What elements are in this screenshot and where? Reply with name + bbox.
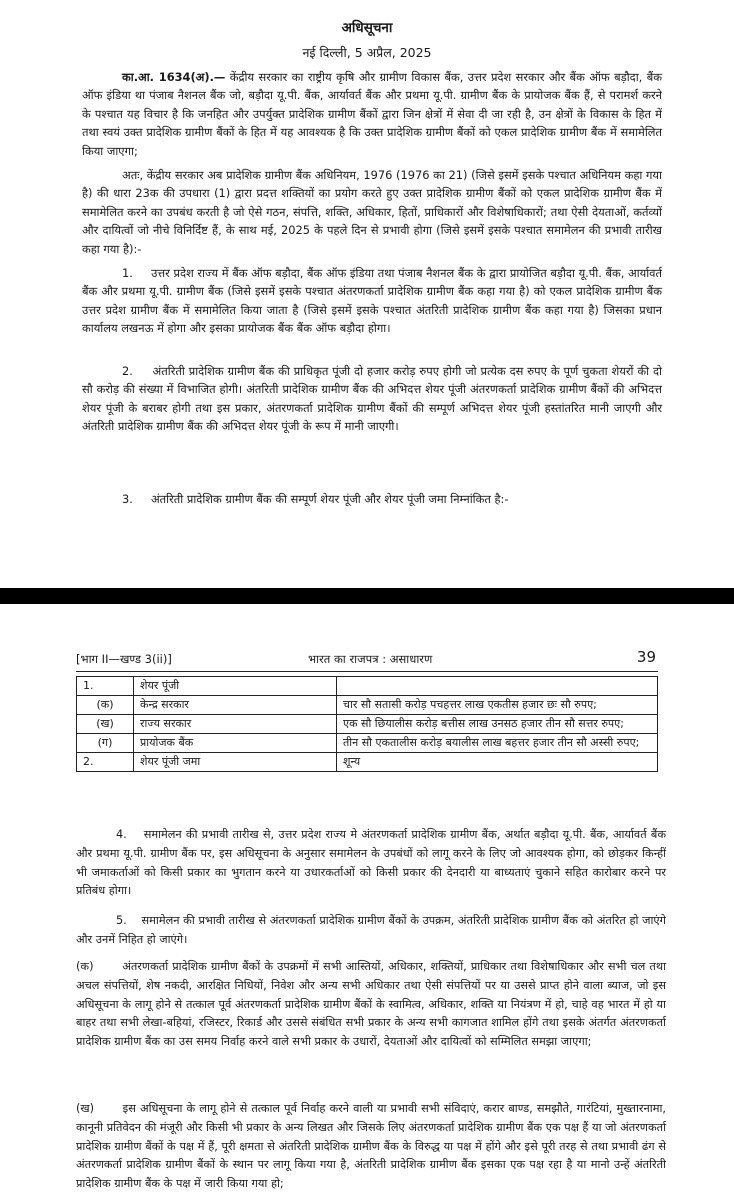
table-cell-number: (क) — [77, 696, 134, 715]
running-header — [76, 648, 656, 670]
preamble-text: केंद्रीय सरकार का राष्ट्रीय कृषि और ग्रामीण विकास बैंक, उत्तर प्रदेश सरकार और बैंक ऑफ बड़ौदा, बैंक ऑफ इंडिया था पंजाब नैशनल बैंक जो, बड़ौदा यू.पी. बैंक, आर्यावर्त बैंक और प्रथमा यू.पी. ग्रामीण बैंक के प्रायोजक बैंक हैं, से परामर्श करने के पश्चात यह विचार है कि जनहित और उपर्युक्त प्रादेशिक ग्रामीण बैंकों द्वारा जिन क्षेत्रों में सेवा दी जा रही है, उन क्षेत्रों के विकास के हित में तथा स्वयं उक्त प्रादेशिक ग्रामीण बैंकों के हित में यह आवश्यक है कि उक्त प्रादेशिक ग्रामीण बैंकों को एकल प्रादेशिक ग्रामीण बैंक में समामेलित किया जाएगा; — [82, 70, 662, 158]
header-gazette-name: भारत का राजपत्र : असाधारण — [308, 652, 433, 666]
enacting-paragraph — [82, 166, 662, 258]
table-cell-label: राज्य सरकार — [134, 715, 337, 734]
clause-1-text: उत्तर प्रदेश राज्य में बैंक ऑफ बड़ौदा, बैंक ऑफ इंडिया तथा पंजाब नैशनल बैंक के द्वारा प्रायोजित बड़ौदा यू.पी. बैंक, आर्यावर्त बैंक और प्रथमा यू.पी. ग्रामीण बैंक (जिसे इसमें इसके पश्चात अंतरणकर्ता प्रादेशिक ग्रामीण बैंक कहा गया है) को एकल प्रादेशिक ग्रामीण बैंक उत्तर प्रदेश ग्रामीण बैंक में समामेलित किया जाता है (जिसे इसमें इसके पश्चात अंतरिती प्रादेशिक ग्रामीण बैंक कहा गया है) जिसका प्रधान कार्यालय लखनऊ में होगा और इसका प्रायोजक बैंक बैंक ऑफ बड़ौदा होगा। — [82, 266, 663, 336]
clause-4-text: समामेलन की प्रभावी तारीख से, उत्तर प्रदेश राज्य मे अंतरणकर्ता प्रादेशिक ग्रामीण बैंक, अर्थात बड़ौदा यू.पी. बैंक, आर्यावर्त बैंक और प्रथमा यू.पी. ग्रामीण बैंक पर, इस अधिसूचना के अनुसार समामेलन के उपबंधों को लागू करने के लिए जो आवश्यक होगा, को छोड़कर किन्हीं भी जमाकर्ताओं को किसी प्रकार का भुगतान करने या उधारकर्ताओं को किसी प्रकार की देनदारी या बाध्यताएं चुकाने सहित कारोबार करने पर प्रतिबंध होगा। — [76, 828, 666, 898]
table-cell-value: तीन सौ एकतालीस करोड़ बयालीस लाख बहत्तर हजार तीन सौ अस्सी रुपए; — [337, 734, 658, 753]
clause-3-number: 3. — [122, 492, 133, 506]
header-part-section: [भाग II—खण्ड 3(ii)] — [76, 652, 172, 666]
table-cell-label: शेयर पूंजी — [134, 677, 337, 696]
table-cell-value: चार सौ सतासी करोड़ पचहत्तर लाख एकतीस हजार छः सौ रुपए; — [337, 696, 658, 715]
table-cell-number: 2. — [77, 753, 134, 772]
gazette-page-1 — [0, 0, 734, 588]
table-row — [77, 677, 658, 696]
table-cell-value: एक सौ छियालीस करोड़ बत्तीस लाख उनसठ हजार तीन सौ सत्तर रुपए; — [337, 715, 658, 734]
table-cell-label: केन्द्र सरकार — [134, 696, 337, 715]
header-rule — [76, 671, 658, 672]
gazette-page-2 — [0, 604, 734, 1200]
clause-4 — [76, 826, 666, 901]
clause-5-b-number: (ख) — [76, 1102, 95, 1115]
table-cell-label: शेयर पूंजी जमा — [134, 753, 337, 772]
table-cell-value — [337, 677, 658, 696]
page-number: 39 — [636, 648, 656, 666]
enacting-text: अतः, केंद्रीय सरकार अब प्रादेशिक ग्रामीण बैंक अधिनियम, 1976 (1976 का 21) (जिसे इसमें इसके पश्चात अधिनियम कहा गया है) की धारा 23क की उपधारा (1) द्वारा प्रदत्त शक्तियों का प्रयोग करते हुए उक्त प्रादेशिक ग्रामीण बैंकों को एकल प्रादेशिक ग्रामीण बैंक में समामेलित करने का उपबंध करती है जो ऐसे गठन, संपत्ति, शक्ति, अधिकार, हितों, प्राधिकारों और विशेषाधिकारों; तथा ऐसी देयताओं, कर्तव्यों और दायित्वों जो नीचे विनिर्दिष्ट हैं, के साथ मई, 2025 के पहले दिन से प्रभावी होगा (जिसे इसमें इसके पश्चात समामेलन की प्रभावी तारीख कहा गया है):- — [82, 168, 662, 256]
clause-3-text: अंतरिती प्रादेशिक ग्रामीण बैंक की सम्पूर्ण शेयर पूंजी और शेयर पूंजी जमा निम्नांकित है:- — [150, 492, 509, 506]
clause-3 — [82, 490, 662, 508]
clause-2-text: अंतरिती प्रादेशिक ग्रामीण बैंक की प्राधिकृत पूंजी दो हजार करोड़ रुपए होगी जो प्रत्येक दस रुपए के पूर्ण चुकता शेयरों की दो सौ करोड़ की संख्या में विभाजित होगी। अंतरिती प्रादेशिक ग्रामीण बैंक की अभिदत्त शेयर पूंजी अंतरणकर्ता प्रादेशिक ग्रामीण बैंकों की अभिदत्त शेयर पूंजी के बराबर होगी तथा इस प्रकार, अंतरणकर्ता प्रादेशिक ग्रामीण बैंकों की सम्पूर्ण अभिदत्त शेयर पूंजी हस्तांतरित मानी जाएगी और अंतरिती प्रादेशिक ग्रामीण बैंक की अभिदत्त शेयर पूंजी के रूप में मानी जाएगी। — [82, 364, 663, 434]
table-cell-number: (ख) — [77, 715, 134, 734]
clause-4-number: 4. — [116, 828, 127, 841]
notification-title: अधिसूचना — [341, 20, 393, 36]
table-cell-label: प्रायोजक बैंक — [134, 734, 337, 753]
clause-5-b — [76, 1100, 666, 1194]
table-row — [77, 753, 658, 772]
clause-5-number: 5. — [116, 914, 127, 927]
clause-5-b-text: इस अधिसूचना के लागू होने से तत्काल पूर्व निर्वाह करने वाली या प्रभावी सभी संविदाएं, करार बाण्ड, समझौते, गारंटियां, मुख्तारनामा, कानूनी प्रतिवेदन की मंजूरी और किसी भी प्रकार के अन्य लिखत और जिसके लिए अंतरणकर्ता प्रादेशिक ग्रामीण बैंक एक पक्ष हैं या जो अंतरणकर्ता प्रादेशिक ग्रामीण बैंकों के पक्ष में हैं, पूरी क्षमता से अंतरिती प्रादेशिक ग्रामीण बैंक के विरुद्ध या पक्ष में होंगे और इसे पूरी तरह से तथा प्रभावी ढंग से अंतरणकर्ता प्रादेशिक ग्रामीण बैंकों के स्थान पर लागू किया गया है, अंतरिती प्रादेशिक ग्रामीण बैंक इसका एक पक्ष रहा है या मानो उन्हें अंतरिती प्रादेशिक ग्रामीण बैंक के पक्ष में जारी किया गया हो; — [76, 1102, 666, 1191]
table-cell-number: 1. — [77, 677, 134, 696]
clause-2-number: 2. — [122, 364, 133, 378]
clause-1 — [82, 264, 662, 338]
clause-1-number: 1. — [122, 266, 133, 280]
share-capital-table — [76, 676, 658, 772]
table-row — [77, 734, 658, 753]
table-row — [77, 715, 658, 734]
dateline: नई दिल्ली, 5 अप्रैल, 2025 — [302, 45, 432, 60]
clause-2 — [82, 362, 662, 436]
clause-5-a-text: अंतरणकर्ता प्रादेशिक ग्रामीण बैंकों के उपक्रमों में सभी आस्तियों, अधिकार, शक्तियों, प्राधिकार तथा विशेषाधिकार और सभी चल तथा अचल संपत्तियों, शेष नकदी, आरक्षित निधियों, निवेश और अन्य सभी अधिकार तथा ऐसी संपत्तियों पर या उससे प्राप्त होने वाला ब्याज, जो इस अधिसूचना के लागू होने से तत्काल पूर्व अंतरणकर्ता प्रादेशिक ग्रामीण बैंकों के स्वामित्व, अधिकार, शक्ति या नियंत्रण में हो, चाहे वह भारत में हो या बाहर तथा सभी लेखा-बहियां, रजिस्टर, रिकार्ड और उससे संबंधित सभी प्रकार के अन्य सभी कागजात शामिल होंगे तथा इसके अंतर्गत अंतरणकर्ता प्रादेशिक ग्रामीण बैंक का उस समय निर्वाह करने वाले सभी प्रकार के उधारों, देयताओं और दायित्वों को सम्मिलित समझा जाएगा; — [76, 960, 667, 1049]
clause-5-text: समामेलन की प्रभावी तारीख से अंतरणकर्ता प्रादेशिक ग्रामीण बैंकों के उपक्रम, अंतरिती प्रादेशिक ग्रामीण बैंक को अंतरित हो जाएंगे और उनमें निहित हो जाएंगे। — [76, 914, 666, 946]
clause-5 — [76, 912, 666, 950]
notification-ref: का.आ. 1634(अ).— — [122, 70, 226, 84]
preamble-paragraph — [82, 68, 662, 160]
table-row — [77, 696, 658, 715]
table-cell-value: शून्य — [337, 753, 658, 772]
clause-5-a-number: (क) — [76, 960, 94, 973]
page-separator — [0, 588, 734, 604]
table-cell-number: (ग) — [77, 734, 134, 753]
clause-5-a — [76, 958, 666, 1052]
